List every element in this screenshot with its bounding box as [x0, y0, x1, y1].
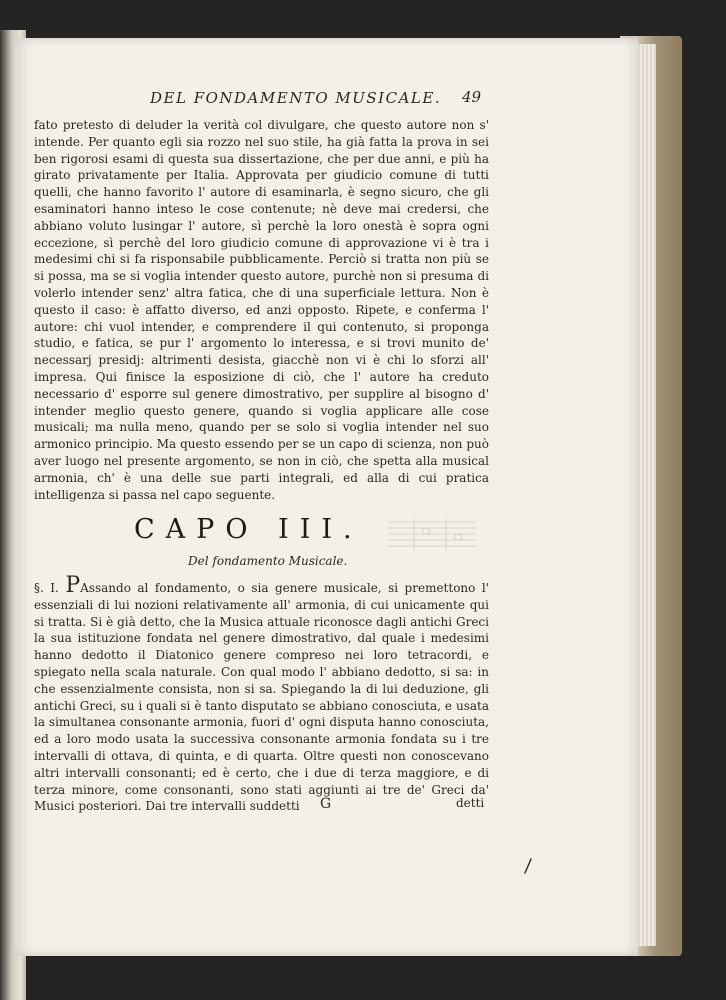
- paragraph-2-text: Assando al fondamento, o sia genere musicale, si premettono l' essenziali di lui nozioni relativamente all' armonia, di cui unicamente qui si tratta. Si è già detto, che la Musica attuale riconosce dagli antichi Greci la sua istituzione fondata nel genere dimostrativo, dal quale i medesimi hanno dedotto il Diatonico genere compreso nei loro tetracordi, e spiegato nella scala naturale. Con qual modo l' abbiano dedotto, si sa: in che essenzialmente consista, non si sa. Spiegando la di lui deduzione, gli antichi Greci, su i quali si è tanto disputato se abbiano conosciuta, e usata la simultanea consonante armonia, fuori d' ogni disputa hanno conosciuta, ed a loro modo usata la successiva consonante armonia fondata su i tre intervalli di ottava, di quinta, e di quarta. Oltre questi non conoscevano altri intervalli consonanti; ed è certo, che i due di terza maggiore, e di terza minore, come consonanti, sono stati aggiunti ai tre de' Greci da' Musici posteriori. Dai tre intervalli suddetti: [34, 581, 489, 814]
- signature-mark: G: [320, 796, 332, 812]
- chapter-title: CAPO III.: [134, 514, 363, 545]
- page-number: 49: [462, 88, 482, 106]
- show-through-staff-image: [384, 508, 480, 562]
- running-head: DEL FONDAMENTO MUSICALE.: [150, 89, 442, 107]
- paragraph-2: [34, 573, 489, 815]
- paragraph-1: fato pretesto di deluder la verità col divulgare, che questo autore non s' intende. Per quanto egli sia rozzo nel suo stile, ha già fatta la prova in sei ben rigorosi esami di questa sua dissertazione, che per due anni, e più ha girato privatamente per Italia. Approvata per giudicio comune di tutti quelli, che hanno favorito l' autore di esaminarla, è segno sicuro, che gli esaminatori hanno inteso le cose contenute; nè deve mai credersi, che abbiano voluto lusingar l' autore, sì perchè la loro onestà è sopra ogni eccezione, sì perchè del loro giudicio comune di approvazione vi è tra i medesimi chi si fa risponsabile pubblicamente. Perciò si tratta non più se si possa, ma se si voglia intender questo autore, purchè non si presuma di volerlo intender senz' altra fatica, che di una superficiale lettura. Non è questo il caso: è affatto diverso, ed anzi opposto. Ripete, e conferma l' autore: chi vuol intender, e comprendere il qui contenuto, si proponga studio, e fatica, se pur l' argomento lo interessa, e si trovi munito de' necessarj presidj: altrimenti desista, giacchè non vi è chi lo sforzi all' impresa. Qui finisce la esposizione di ciò, che l' autore ha creduto necessario d' esporre sul genere dimostrativo, per supplire al bisogno d' intender meglio questo genere, quando si voglia applicare alle cose musicali; ma nulla meno, quando per se solo si voglia intender nel suo armonico principio. Ma questo essendo per se un capo di scienza, non può aver luogo nel presente argomento, se non in ciò, che spetta alla musical armonia, ch' è una delle sue parti integrali, ed alla di cui pratica intelligenza si passa nel capo seguente.: [34, 118, 489, 502]
- pen-stroke-mark: [520, 856, 536, 876]
- book-page: [14, 38, 638, 956]
- section-mark: §. I.: [34, 581, 59, 595]
- drop-capital: P: [65, 573, 81, 598]
- catchword: detti: [456, 796, 485, 810]
- chapter-subtitle: Del fondamento Musicale.: [188, 554, 348, 568]
